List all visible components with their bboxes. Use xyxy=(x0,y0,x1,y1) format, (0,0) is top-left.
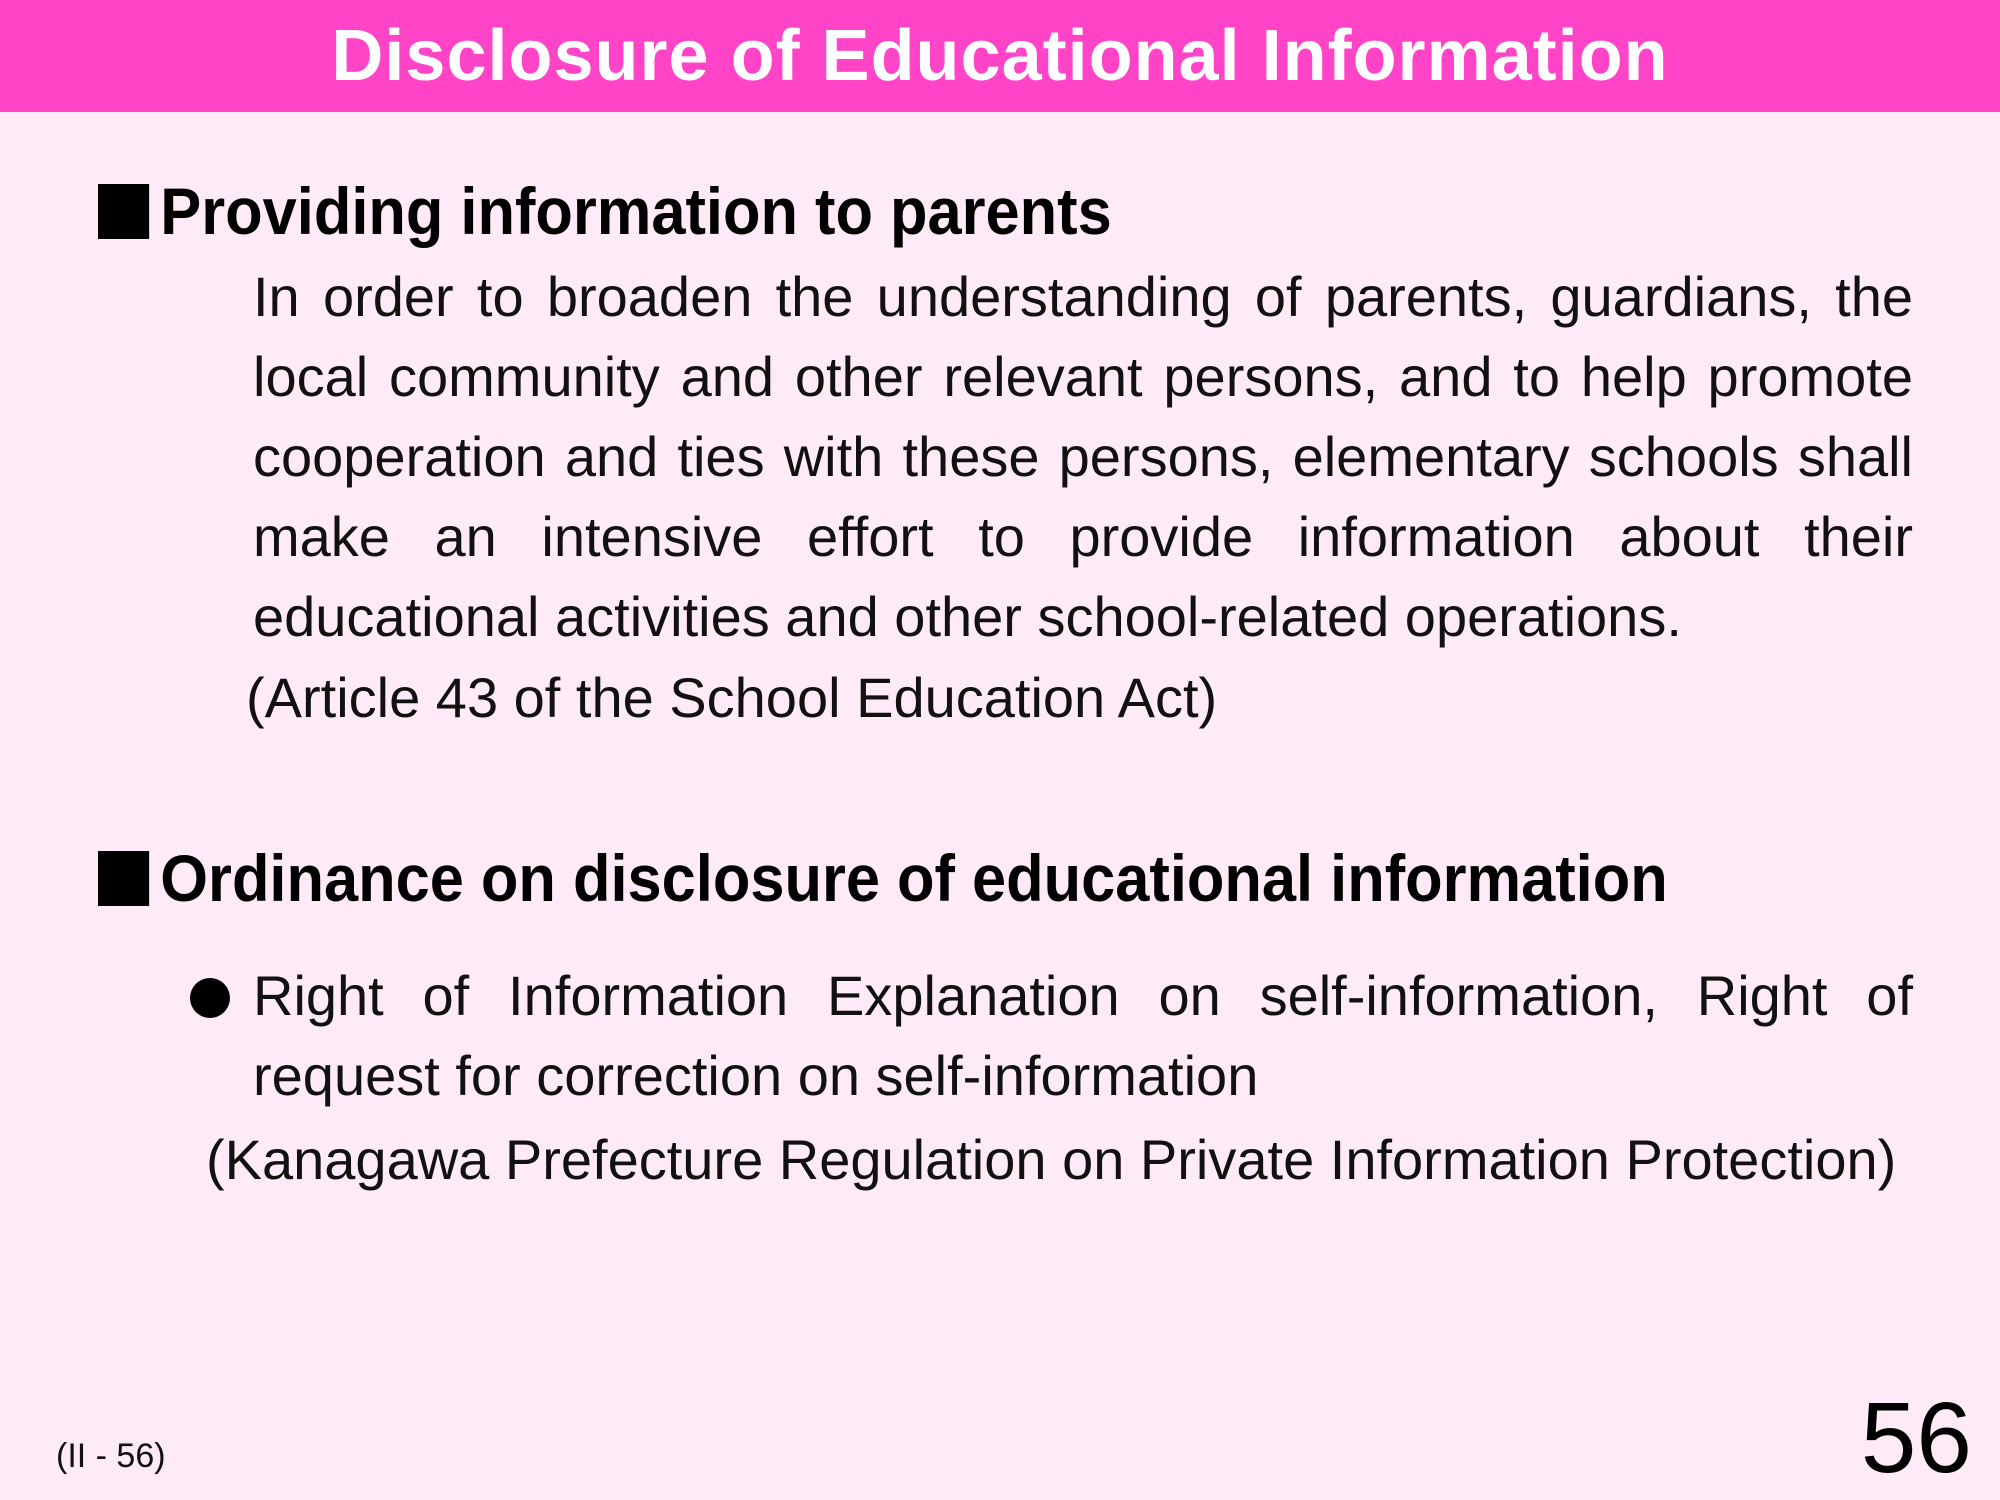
square-bullet-icon xyxy=(98,184,149,239)
paragraph-line: local community and other relevant persons, and to help promote xyxy=(253,345,1913,408)
page-number: 56 xyxy=(1860,1382,1972,1494)
bullet-text xyxy=(253,956,1913,1116)
section-heading-ordinance xyxy=(98,841,1668,915)
paragraph-line: In order to broaden the understanding of parents, guardians, the xyxy=(253,265,1913,328)
section1-citation: (Article 43 of the School Education Act) xyxy=(246,666,1218,729)
section1-paragraph xyxy=(253,257,1913,657)
square-bullet-icon xyxy=(98,851,149,906)
bullet-line: request for correction on self-information xyxy=(253,1044,1259,1107)
paragraph-line: cooperation and ties with these persons, elementary schools shall xyxy=(253,425,1913,488)
section-heading-text: Providing information to parents xyxy=(160,174,1112,248)
paragraph-line: educational activities and other school-related operations. xyxy=(253,585,1682,648)
slide-reference: (II - 56) xyxy=(56,1437,166,1475)
section2-citation: (Kanagawa Prefecture Regulation on Private Information Protection) xyxy=(206,1128,1897,1191)
section-heading-providing-information xyxy=(98,174,1112,248)
bullet-line: Right of Information Explanation on self-information, Right of xyxy=(253,964,1913,1027)
section-heading-text: Ordinance on disclosure of educational information xyxy=(160,841,1668,915)
paragraph-line: make an intensive effort to provide information about their xyxy=(253,505,1913,568)
circle-bullet-icon xyxy=(190,978,230,1018)
page-title: Disclosure of Educational Information xyxy=(331,16,1669,96)
title-bar xyxy=(0,0,2000,112)
